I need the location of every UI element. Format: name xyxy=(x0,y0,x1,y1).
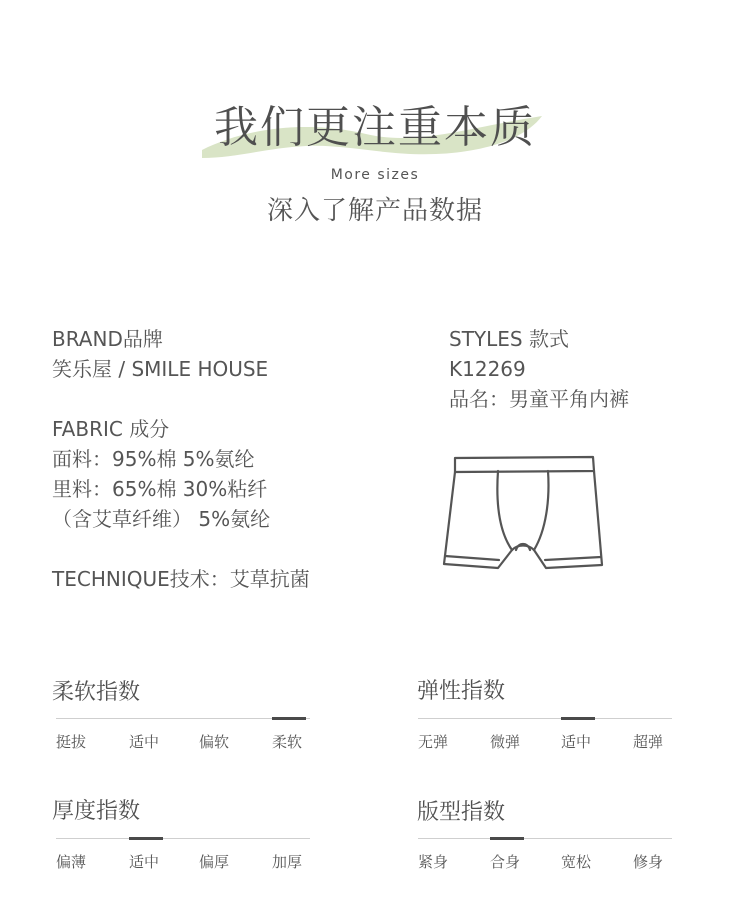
page-subtitle-cn: 深入了解产品数据 xyxy=(266,196,483,226)
fabric-line-1: 面料：95%棉 5%氨纶 xyxy=(52,447,255,471)
scale-option: 偏薄 xyxy=(56,853,87,871)
scale-option: 挺拔 xyxy=(56,733,87,751)
scale-option: 加厚 xyxy=(272,853,303,871)
scale-selected-marker xyxy=(490,837,524,840)
scale-option: 适中 xyxy=(561,733,592,751)
scale-track xyxy=(56,838,310,839)
fabric-line-2: 里料：65%棉 30%粘纤 xyxy=(52,477,268,501)
scale-option: 超弹 xyxy=(633,733,664,751)
scale-track xyxy=(418,838,672,839)
scale-option: 微弹 xyxy=(490,733,521,751)
scale-title: 厚度指数 xyxy=(52,799,141,824)
scale-option: 无弹 xyxy=(418,733,449,751)
boxer-briefs-icon xyxy=(438,450,610,578)
scale-title: 柔软指数 xyxy=(52,680,141,705)
fabric-line-3: （含艾草纤维） 5%氨纶 xyxy=(52,507,271,531)
scale-selected-marker xyxy=(272,717,306,720)
brand-label: BRAND品牌 xyxy=(52,327,163,351)
scale-option: 修身 xyxy=(633,853,664,871)
scale-option: 柔软 xyxy=(272,733,303,751)
scale-option: 宽松 xyxy=(561,853,592,871)
scale-option: 适中 xyxy=(129,853,160,871)
scale-option: 偏厚 xyxy=(199,853,230,871)
product-name: 品名：男童平角内裤 xyxy=(449,387,629,411)
scale-title: 版型指数 xyxy=(417,800,506,825)
scale-option: 合身 xyxy=(490,853,521,871)
technique-line: TECHNIQUE技术：艾草抗菌 xyxy=(52,567,310,591)
styles-label: STYLES 款式 xyxy=(449,327,569,351)
scale-option: 适中 xyxy=(129,733,160,751)
scale-track xyxy=(418,718,672,719)
scale-selected-marker xyxy=(561,717,595,720)
scale-selected-marker xyxy=(129,837,163,840)
scale-option: 偏软 xyxy=(199,733,230,751)
style-code: K12269 xyxy=(449,357,526,381)
fabric-label: FABRIC 成分 xyxy=(52,417,170,441)
brand-value: 笑乐屋 / SMILE HOUSE xyxy=(52,357,269,381)
scale-option: 紧身 xyxy=(418,853,449,871)
page-title: 我们更注重本质 xyxy=(214,102,536,153)
scale-title: 弹性指数 xyxy=(417,679,506,704)
scale-track xyxy=(56,718,310,719)
page-subtitle-en: More sizes xyxy=(330,167,420,183)
